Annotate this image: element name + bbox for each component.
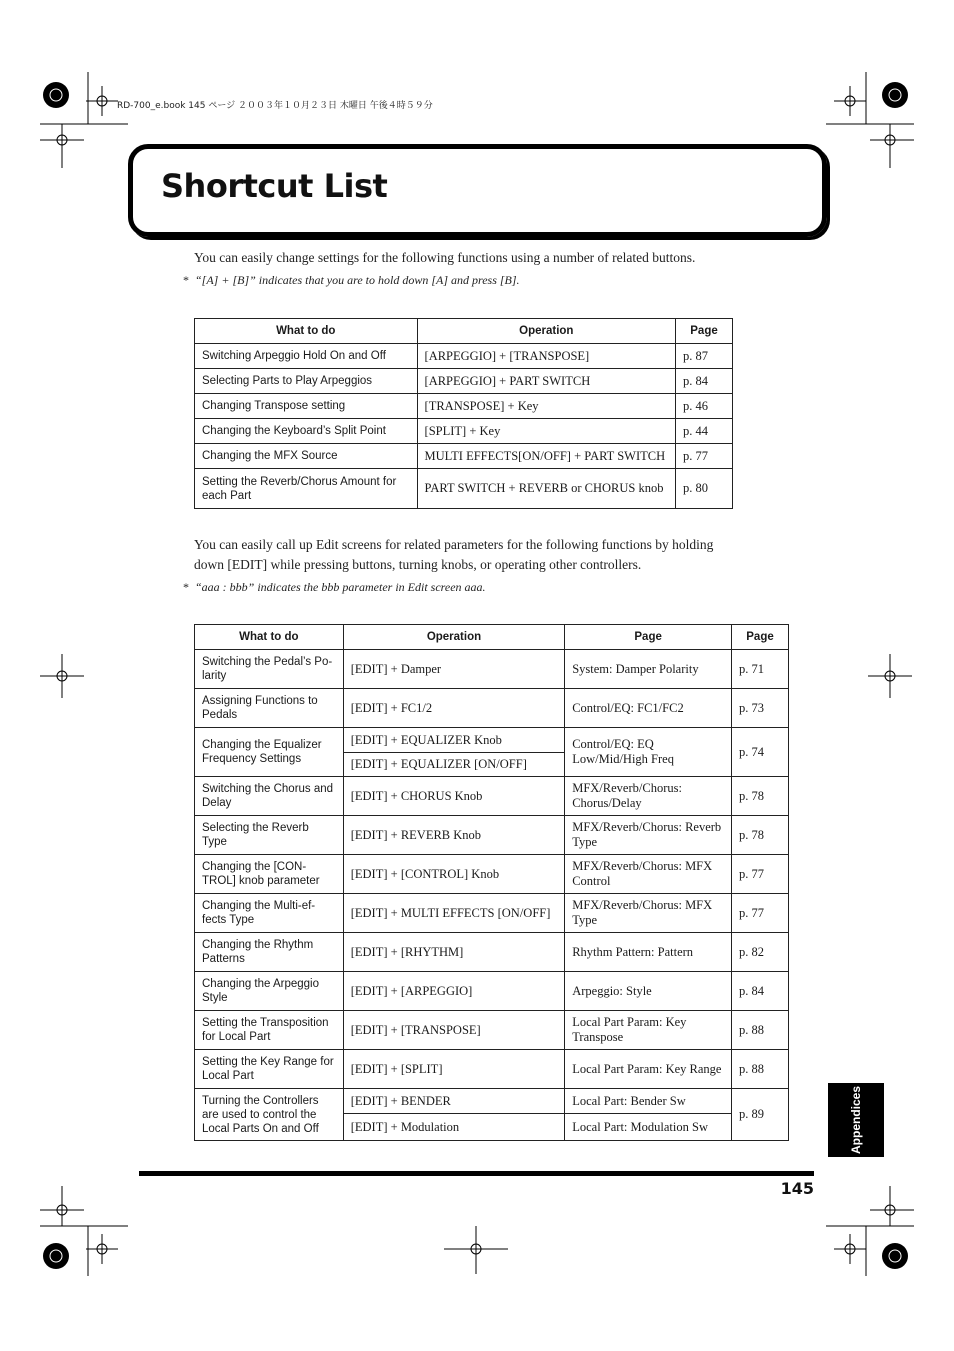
cell-page: p. 46 [676,394,733,419]
table-row [195,419,733,444]
cell-operation: [EDIT] + BENDER [343,1089,564,1114]
cell-operation: [EDIT] + EQUALIZER [ON/OFF] [343,753,564,777]
note-star: * [183,580,189,594]
cell-what: Changing the [CON-TROL] knob parameter [195,855,344,894]
cell-what: Assigning Functions to Pedals [195,689,344,728]
page-title: Shortcut List [161,167,388,205]
intro-paragraph-2-line-1: You can easily call up Edit screens for related parameters for the following functions by holding [194,537,714,552]
footer-rule [139,1171,814,1176]
table-row [195,369,733,394]
col-header-operation: Operation [343,625,564,650]
cell-param: System: Damper Polarity [565,650,732,689]
cell-param: Control/EQ: EQ Low/Mid/High Freq [565,728,732,777]
cell-what: Switching Arpeggio Hold On and Off [195,344,418,369]
cell-what: Changing the Multi-ef-fects Type [195,894,344,933]
cell-operation: MULTI EFFECTS[ON/OFF] + PART SWITCH [417,444,676,469]
table-row [195,1089,789,1114]
cell-param: MFX/Reverb/Chorus: MFX Type [565,894,732,933]
cell-page: p. 82 [732,933,789,972]
cell-operation: [EDIT] + CHORUS Knob [343,777,564,816]
note-star: * [183,273,189,287]
cell-page: p. 78 [732,816,789,855]
col-header-page: Page [676,319,733,344]
cell-what: Changing the MFX Source [195,444,418,469]
cell-param: Arpeggio: Style [565,972,732,1011]
cell-page: p. 89 [732,1089,789,1141]
cell-operation: [EDIT] + MULTI EFFECTS [ON/OFF] [343,894,564,933]
cell-what: Setting the Reverb/Chorus Amount for each Part [195,469,418,509]
cell-operation: [EDIT] + REVERB Knob [343,816,564,855]
cell-page: p. 88 [732,1011,789,1050]
cell-what: Changing Transpose setting [195,394,418,419]
cell-page: p. 84 [732,972,789,1011]
cell-what: Turning the Controllers are used to control the Local Parts On and Off [195,1089,344,1141]
table-row [195,728,789,753]
cell-page: p. 78 [732,777,789,816]
page-number: 145 [780,1179,814,1198]
cell-param: Rhythm Pattern: Pattern [565,933,732,972]
side-tab-label: Appendices [849,1085,863,1155]
shortcut-table-1 [194,318,733,509]
cell-page: p. 77 [676,444,733,469]
table-row [195,777,789,816]
cell-operation: [EDIT] + [SPLIT] [343,1050,564,1089]
note-text: “[A] + [B]” indicates that you are to hold down [A] and press [B]. [195,273,520,287]
cell-what: Setting the Key Range for Local Part [195,1050,344,1089]
cell-operation: [ARPEGGIO] + [TRANSPOSE] [417,344,676,369]
cell-what: Changing the Arpeggio Style [195,972,344,1011]
col-header-what: What to do [195,625,344,650]
file-header-line: RD-700_e.book 145 ページ ２００３年１０月２３日 木曜日 午後４時５９分 [117,101,433,111]
table-row [195,444,733,469]
col-header-page: Page [732,625,789,650]
table-row [195,1011,789,1050]
cell-page: p. 71 [732,650,789,689]
table-row [195,650,789,689]
cell-param: Control/EQ: FC1/FC2 [565,689,732,728]
cell-param: Local Part Param: Key Range [565,1050,732,1089]
cell-what: Changing the Rhythm Patterns [195,933,344,972]
table-row [195,344,733,369]
table-header-row [195,319,733,344]
cell-param: MFX/Reverb/Chorus: MFX Control [565,855,732,894]
cell-param: Local Part: Bender Sw [565,1089,732,1114]
cell-param: MFX/Reverb/Chorus: Chorus/Delay [565,777,732,816]
cell-operation: [EDIT] + [ARPEGGIO] [343,972,564,1011]
cell-page: p. 77 [732,855,789,894]
cell-page: p. 44 [676,419,733,444]
cell-operation: [EDIT] + EQUALIZER Knob [343,728,564,753]
cell-operation: [EDIT] + [CONTROL] Knob [343,855,564,894]
col-header-operation: Operation [417,319,676,344]
cell-what: Setting the Transposition for Local Part [195,1011,344,1050]
col-header-what: What to do [195,319,418,344]
cell-param: Local Part: Modulation Sw [565,1114,732,1141]
cell-what: Selecting Parts to Play Arpeggios [195,369,418,394]
cell-page: p. 74 [732,728,789,777]
intro-paragraph-2-line-2: down [EDIT] while pressing buttons, turning knobs, or operating other controllers. [194,557,642,572]
cell-what: Selecting the Reverb Type [195,816,344,855]
cell-operation: [EDIT] + Damper [343,650,564,689]
intro-paragraph-1: You can easily change settings for the following functions using a number of related buttons. [194,250,696,265]
cell-what: Changing the Keyboard’s Split Point [195,419,418,444]
shortcut-table-2 [194,624,789,1141]
note-1 [183,273,520,288]
table-row [195,894,789,933]
side-tab [828,1083,884,1157]
cell-operation: [EDIT] + [TRANSPOSE] [343,1011,564,1050]
intro-paragraph-2 [194,535,774,575]
table-row [195,816,789,855]
title-box [128,144,827,237]
note-2 [183,580,486,595]
cell-operation: [TRANSPOSE] + Key [417,394,676,419]
cell-operation: PART SWITCH + REVERB or CHORUS knob [417,469,676,509]
cell-page: p. 87 [676,344,733,369]
cell-page: p. 80 [676,469,733,509]
table-row [195,689,789,728]
cell-operation: [EDIT] + Modulation [343,1114,564,1141]
table-row [195,469,733,509]
cell-what: Switching the Chorus and Delay [195,777,344,816]
table-row [195,394,733,419]
cell-operation: [SPLIT] + Key [417,419,676,444]
cell-what: Switching the Pedal’s Po-larity [195,650,344,689]
cell-what: Changing the Equalizer Frequency Settings [195,728,344,777]
cell-operation: [EDIT] + FC1/2 [343,689,564,728]
col-header-param-page: Page [565,625,732,650]
table-row [195,855,789,894]
table-row [195,1050,789,1089]
cell-operation: [ARPEGGIO] + PART SWITCH [417,369,676,394]
cell-param: Local Part Param: Key Transpose [565,1011,732,1050]
cell-operation: [EDIT] + [RHYTHM] [343,933,564,972]
cell-page: p. 73 [732,689,789,728]
cell-page: p. 88 [732,1050,789,1089]
cell-param: MFX/Reverb/Chorus: Reverb Type [565,816,732,855]
table-header-row [195,625,789,650]
table-row [195,972,789,1011]
table-row [195,933,789,972]
note-text: “aaa : bbb” indicates the bbb parameter in Edit screen aaa. [195,580,486,594]
cell-page: p. 84 [676,369,733,394]
cell-page: p. 77 [732,894,789,933]
